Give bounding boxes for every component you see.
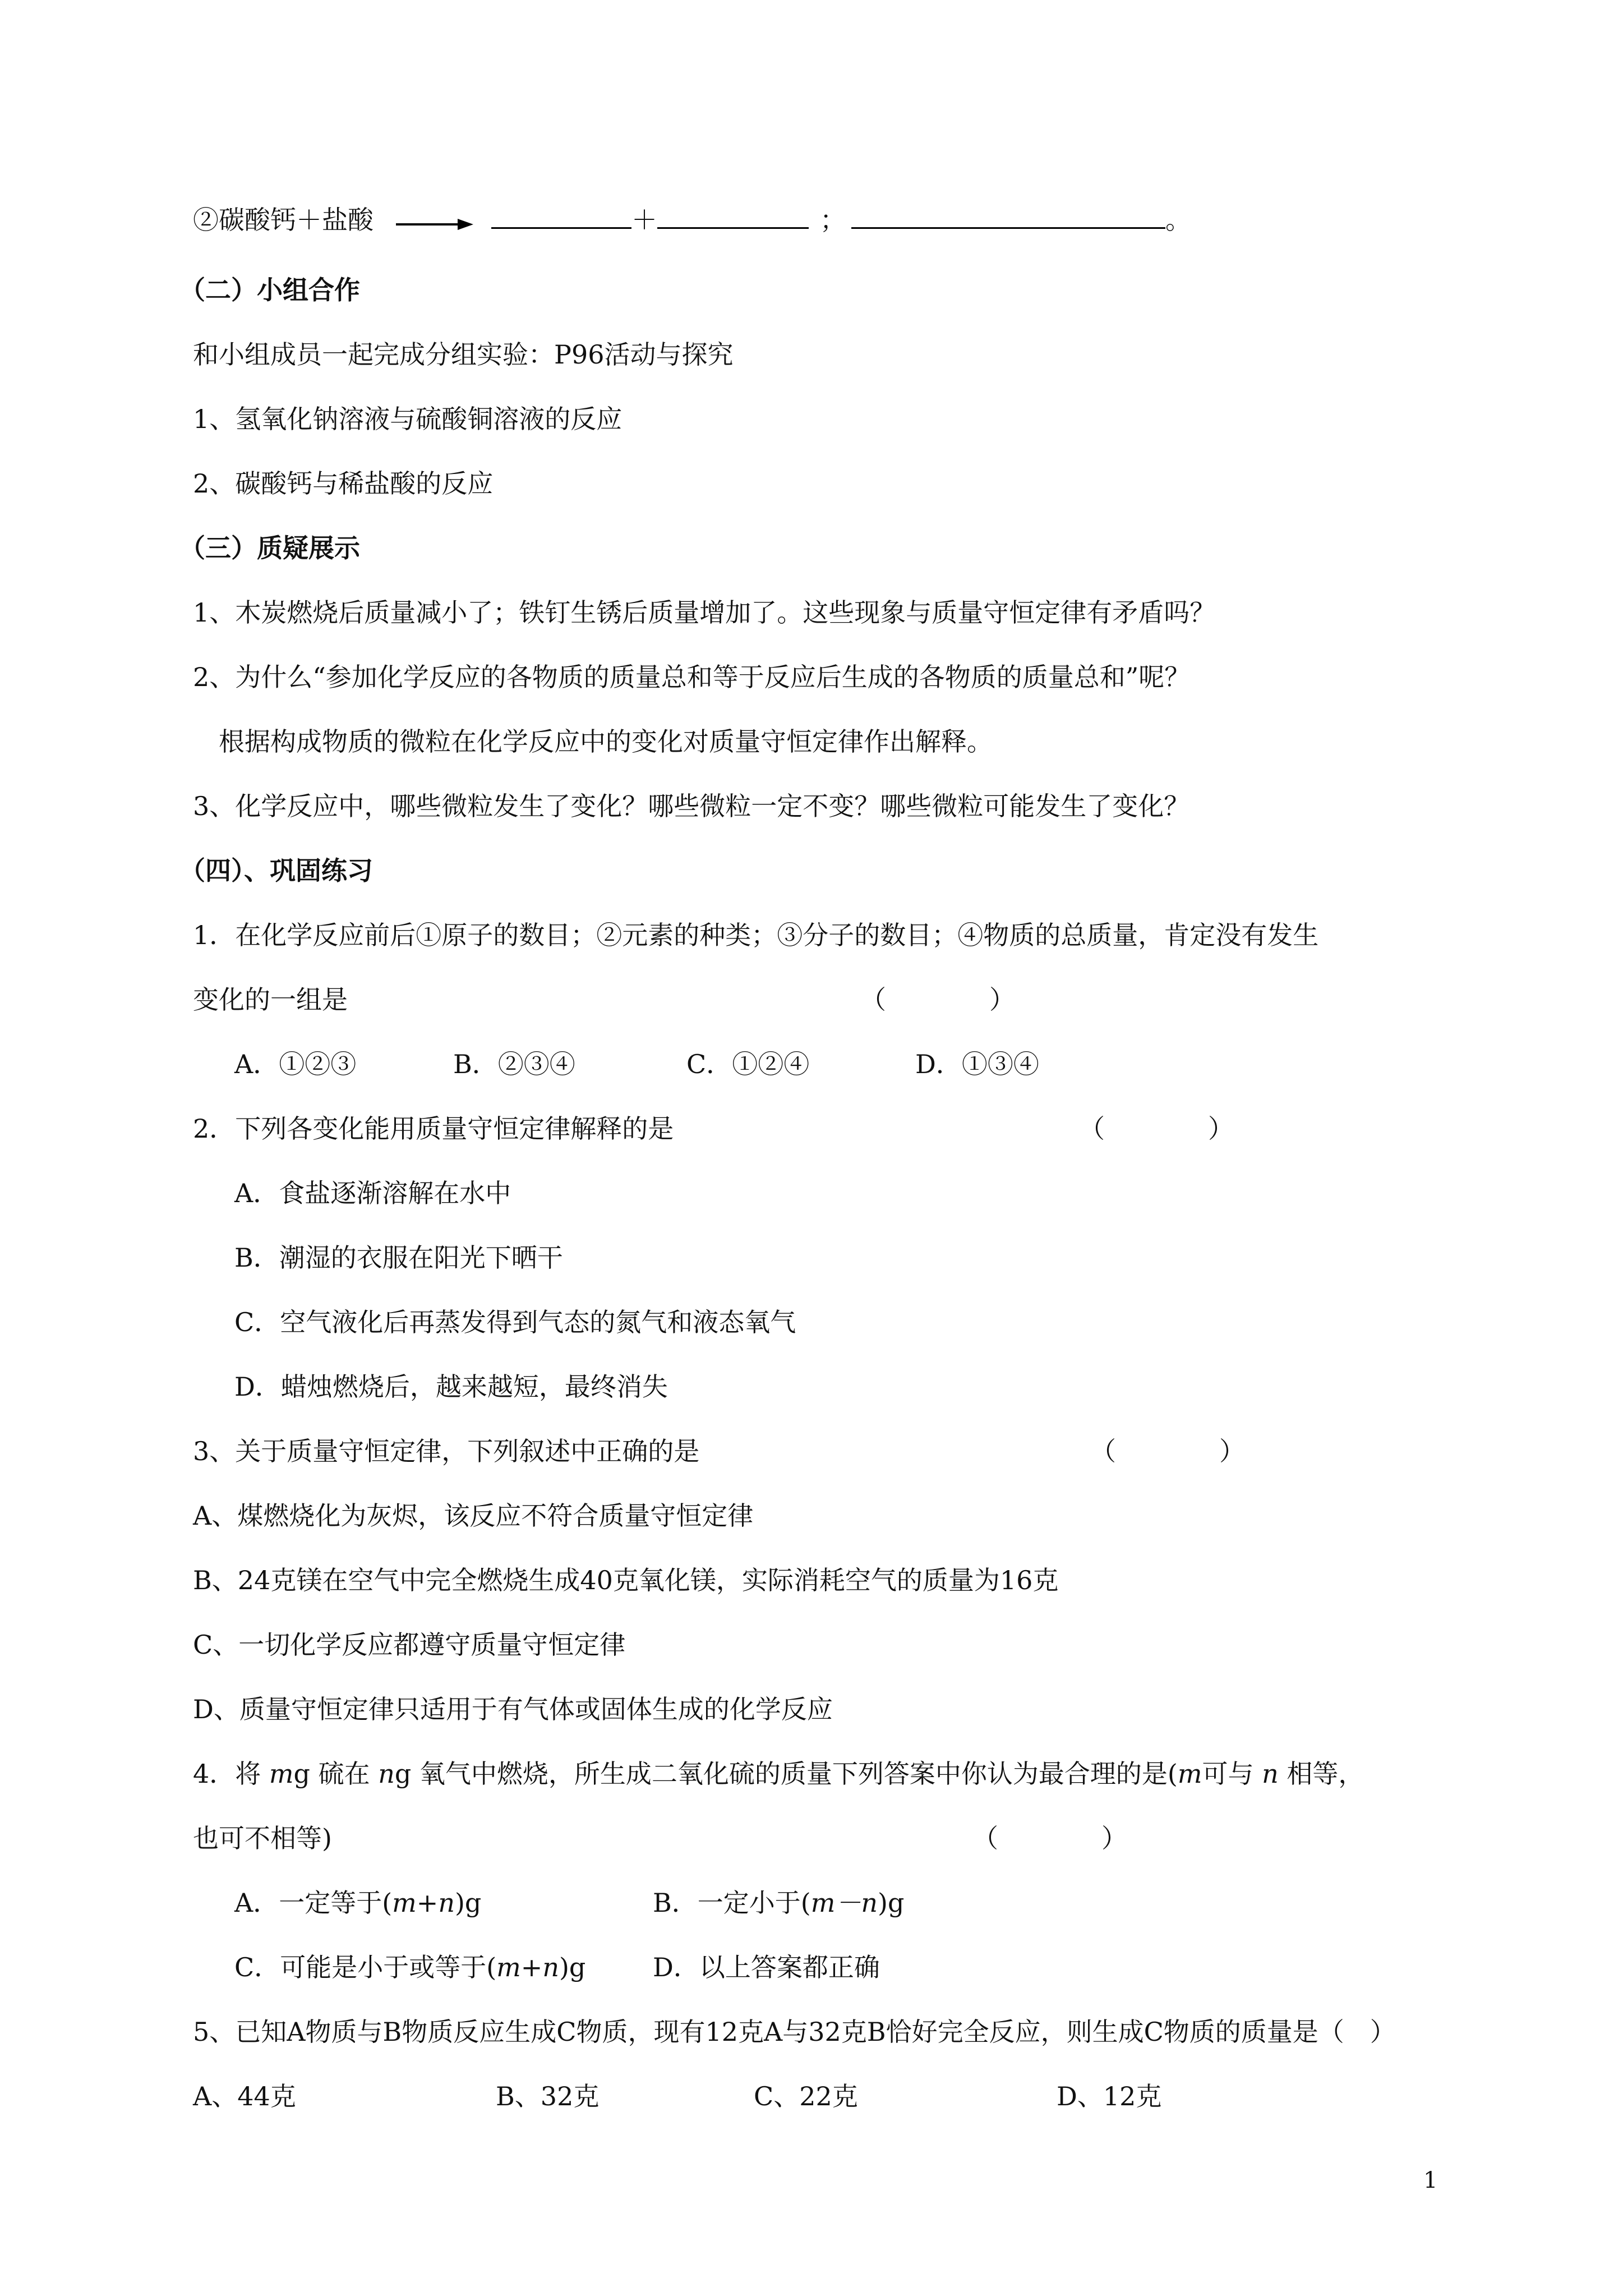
problem-4-text-2: g 硫在	[293, 1759, 379, 1789]
problem-2-stem: 2．下列各变化能用质量守恒定律解释的是	[193, 1114, 674, 1144]
problem-4-stem	[193, 1757, 1364, 1791]
problem-3-stem: 3、关于质量守恒定律，下列叙述中正确的是	[193, 1436, 700, 1466]
section-heading-practice: （四）、巩固练习	[179, 855, 373, 886]
option-a-prefix: A．一定等于(	[234, 1888, 393, 1918]
problem-4-option-c[interactable]	[234, 1950, 585, 1984]
problem-2-answer-paren[interactable]: （ ）	[1079, 1114, 1234, 1144]
period: 。	[1165, 205, 1191, 235]
problem-4-stem-continued: 也可不相等)	[193, 1823, 332, 1853]
problem-5-stem: 5、已知A物质与B物质反应生成C物质，现有12克A与32克B恰好完全反应，则生成C物质的质量是（ ）	[193, 2017, 1396, 2047]
problem-1-answer-paren[interactable]: （ ）	[860, 984, 1015, 1015]
answer-blank-product-2[interactable]	[657, 205, 809, 229]
plus-sign: ＋	[631, 205, 657, 235]
option-b-suffix: )g	[878, 1888, 905, 1918]
section-heading-questions: （三）质疑展示	[179, 533, 360, 563]
option-c-prefix: C．可能是小于或等于(	[234, 1952, 497, 1982]
reaction-line-calcium-carbonate	[193, 203, 1191, 239]
problem-5-option-d[interactable]: D、12克	[1057, 2081, 1162, 2111]
option-c-suffix: )g	[559, 1952, 586, 1982]
problem-4-text-1: 4．将	[193, 1759, 269, 1789]
problem-4-text-5: 相等，	[1278, 1759, 1364, 1789]
group-work-item-2: 2、碳酸钙与稀盐酸的反应	[193, 468, 494, 499]
reaction-reactants: ②碳酸钙＋盐酸	[193, 205, 374, 235]
problem-3-option-b[interactable]: B、24克镁在空气中完全燃烧生成40克氧化镁，实际消耗空气的质量为16克	[193, 1565, 1059, 1595]
problem-2-option-d[interactable]: D．蜡烛燃烧后，越来越短，最终消失	[234, 1372, 668, 1402]
problem-1-option-b[interactable]: B．②③④	[453, 1049, 575, 1079]
var-m-2: m	[1177, 1759, 1202, 1789]
problem-1-option-c[interactable]: C．①②④	[686, 1049, 810, 1079]
answer-blank-product-1[interactable]	[491, 205, 631, 229]
group-work-item-1: 1、氢氧化钠溶液与硫酸铜溶液的反应	[193, 404, 623, 434]
answer-blank-equation[interactable]	[851, 205, 1165, 229]
reaction-arrow-icon	[396, 205, 474, 239]
var-n-2: n	[1262, 1759, 1279, 1789]
problem-5-option-a[interactable]: A、44克	[193, 2081, 296, 2111]
question-3: 3、化学反应中，哪些微粒发生了变化？哪些微粒一定不变？哪些微粒可能发生了变化？	[193, 791, 1190, 821]
problem-3-option-a[interactable]: A、煤燃烧化为灰烬，该反应不符合质量守恒定律	[193, 1501, 754, 1531]
page-number: 1	[1423, 2168, 1438, 2193]
problem-2-option-a[interactable]: A．食盐逐渐溶解在水中	[234, 1178, 511, 1208]
problem-4-option-a[interactable]	[234, 1886, 481, 1920]
problem-5-option-c[interactable]: C、22克	[754, 2081, 858, 2111]
problem-1-option-d[interactable]: D．①③④	[915, 1049, 1039, 1079]
group-work-intro: 和小组成员一起完成分组实验：P96活动与探究	[193, 339, 734, 370]
section-heading-group-work: （二）小组合作	[179, 275, 360, 305]
question-1: 1、木炭燃烧后质量减小了；铁钉生锈后质量增加了。这些现象与质量守恒定律有矛盾吗？	[193, 597, 1216, 628]
problem-4-text-3: g 氧气中燃烧，所生成二氧化硫的质量下列答案中你认为最合理的是(	[394, 1759, 1178, 1789]
problem-2-option-b[interactable]: B．潮湿的衣服在阳光下晒干	[234, 1243, 563, 1273]
option-b-prefix: B．一定小于(	[653, 1888, 811, 1918]
option-a-suffix: )g	[454, 1888, 482, 1918]
semicolon: ；	[820, 205, 846, 235]
problem-3-option-c[interactable]: C、一切化学反应都遵守质量守恒定律	[193, 1630, 626, 1660]
option-a-expr: m+n	[392, 1888, 455, 1918]
question-2: 2、为什么“参加化学反应的各物质的质量总和等于反应后生成的各物质的质量总和”呢？	[193, 662, 1191, 692]
problem-4-text-4: 可与	[1202, 1759, 1262, 1789]
problem-1-stem-continued: 变化的一组是	[193, 984, 348, 1015]
option-b-expr: m－n	[810, 1888, 878, 1918]
problem-3-answer-paren[interactable]: （ ）	[1090, 1436, 1245, 1466]
var-m: m	[269, 1759, 294, 1789]
problem-4-option-b[interactable]	[653, 1886, 904, 1920]
problem-1-stem: 1．在化学反应前后①原子的数目；②元素的种类；③分子的数目；④物质的总质量，肯定没有发生	[193, 920, 1319, 950]
problem-2-option-c[interactable]: C．空气液化后再蒸发得到气态的氮气和液态氧气	[234, 1307, 796, 1337]
question-2-continued: 根据构成物质的微粒在化学反应中的变化对质量守恒定律作出解释。	[219, 726, 993, 757]
problem-5-option-b[interactable]: B、32克	[496, 2081, 600, 2111]
problem-4-answer-paren[interactable]: （ ）	[972, 1823, 1127, 1853]
var-n: n	[378, 1759, 395, 1789]
problem-3-option-d[interactable]: D、质量守恒定律只适用于有气体或固体生成的化学反应	[193, 1694, 833, 1724]
problem-4-option-d[interactable]: D．以上答案都正确	[653, 1952, 880, 1982]
option-c-expr: m+n	[496, 1952, 559, 1982]
problem-1-option-a[interactable]: A．①②③	[234, 1049, 357, 1079]
